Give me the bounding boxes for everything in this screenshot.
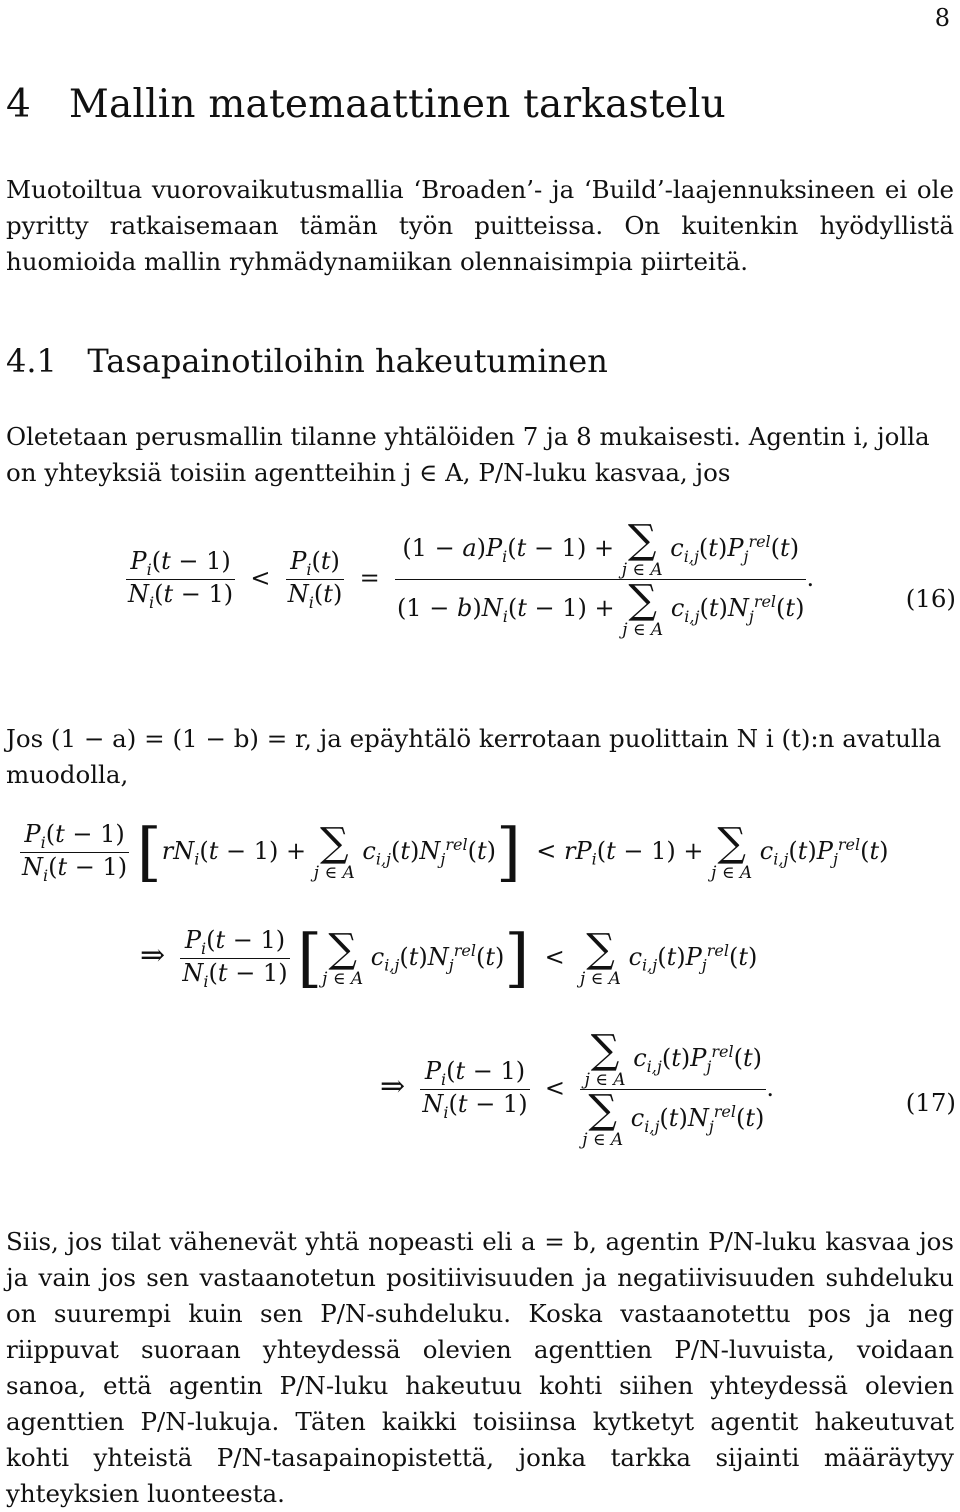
eq16-rhs-fraction: $(1 - a)P_i(t - 1)$ + ∑ j ∈ A $c_{i,j}(t)P_j^{rel}(t)$ $(1 - b)N_i(t - 1)$ + ∑ j ∈ A $c_{i,j}(t)N_j^{rel}(t)$ — [396, 517, 805, 640]
summation-symbol: ∑ j ∈ A — [580, 925, 621, 989]
summation-symbol: ∑ j ∈ A — [622, 577, 664, 640]
equation-17-number: (17) — [905, 1088, 956, 1117]
summation-symbol: ∑ j ∈ A — [621, 517, 663, 580]
eq16-mid-fraction: $\frac{P_i(t)}{N_i(t)}$ — [287, 547, 343, 612]
subsection-heading — [6, 342, 608, 380]
summation-symbol: ∑ j ∈ A — [584, 1027, 626, 1090]
intro-paragraph: Muotoiltua vuorovaikutusmallia ‘Broaden’- ja ‘Build’-laajennuksineen ei ole pyritty ratkaisemaan tämän työn puitteissa. On kuitenkin hyödyllistä huomioida mallin ryhmädynamiikan olennaisimpia piirteitä. — [6, 175, 954, 276]
subsection-title: Tasapainotiloihin hakeutuminen — [87, 342, 608, 380]
equation-17-line-1: $\frac{P_i(t - 1)}{N_i(t - 1)}$ [$rN_i(t - 1)$ + ∑ j ∈ A $c_{i,j}(t)N_j^{rel}(t)] < rP_i(t - 1)$ + ∑ j ∈ A $c_{i,j}(t)P_j^{rel}(t)$ — [22, 815, 889, 890]
equation-17-line-2: ⇒ $\frac{P_i(t - 1)}{N_i(t - 1)}$ [ ∑ j ∈ A $c_{i,j}(t)N_j^{rel}(t)$] < ∑ j ∈ A $c_{i,j}(t)P_j^{rel}(t)$ — [140, 921, 758, 996]
section-title: Mallin matemaattinen tarkastelu — [68, 82, 726, 127]
equation-16: $\frac{P_i(t - 1)}{N_i(t - 1)}$ < $\frac{P_i(t)}{N_i(t)}$ = $(1 - a)P_i(t - 1)$ + ∑ j ∈ A $c_{i,j}(t)P_j^{rel}(t)$ $(1 - b)N_i(t - 1)$ + ∑ j ∈ A $c_{i,j}(t)N_j^{rel}(t)$ . — [128, 517, 815, 640]
section-number: 4 — [6, 82, 32, 127]
page-number: 8 — [934, 4, 950, 32]
eq16-lhs-fraction: $\frac{P_i(t - 1)}{N_i(t - 1)}$ — [128, 547, 234, 612]
summation-symbol: ∑ j ∈ A — [322, 925, 364, 989]
paragraph-3-line-1: Jos (1 − a) = (1 − b) = r, ja epäyhtälö kerrotaan puolittain N i (t):n avatulla — [6, 724, 942, 753]
equation-17-line-3: ⇒ $\frac{P_i(t - 1)}{N_i(t - 1)}$ < ∑ j ∈ A $c_{i,j}(t)P_j^{rel}(t)$ ∑ j ∈ A $c_{i,j}(t)N_j^{rel}(t)$ . — [380, 1027, 775, 1150]
final-paragraph: Siis, jos tilat vähenevät yhtä nopeasti eli a = b, agentin P/N-luku kasvaa jos ja vain jos sen vastaanotetun positiivisuuden ja negatiivisuuden suhdeluku on suurempi kuin sen P/N-suhdeluku. Koska vastaanotettu pos ja neg riippuvat suoraan yhteydessä olevien agenttien P/N-luvuista, voidaan sanoa, että agentin P/N-luku hakeutuu kohti siihen yhteydessä olevien agenttien P/N-lukuja. Täten kaikki toisiinsa kytketyt agentit hakeutuvat kohti yhteistä P/N-tasapainopistettä, jonka tarkka sijainti määräytyy yhteyksien luonteesta. — [6, 1227, 954, 1508]
section-heading — [6, 82, 726, 127]
paragraph-3-line-2: muodolla, — [6, 760, 129, 789]
summation-symbol: ∑ j ∈ A — [313, 819, 355, 883]
summation-symbol: ∑ j ∈ A — [582, 1087, 624, 1150]
equation-16-number: (16) — [905, 584, 956, 613]
paragraph-2-line-2: on yhteyksiä toisiin agentteihin j ∈ A, P/N-luku kasvaa, jos — [6, 458, 731, 487]
implies-arrow: ⇒ — [380, 1069, 406, 1104]
subsection-number: 4.1 — [6, 342, 57, 380]
summation-symbol: ∑ j ∈ A — [711, 819, 753, 883]
paragraph-2-line-1: Oletetaan perusmallin tilanne yhtälöiden 7 ja 8 mukaisesti. Agentin i, jolla — [6, 422, 930, 451]
implies-arrow: ⇒ — [140, 937, 166, 973]
